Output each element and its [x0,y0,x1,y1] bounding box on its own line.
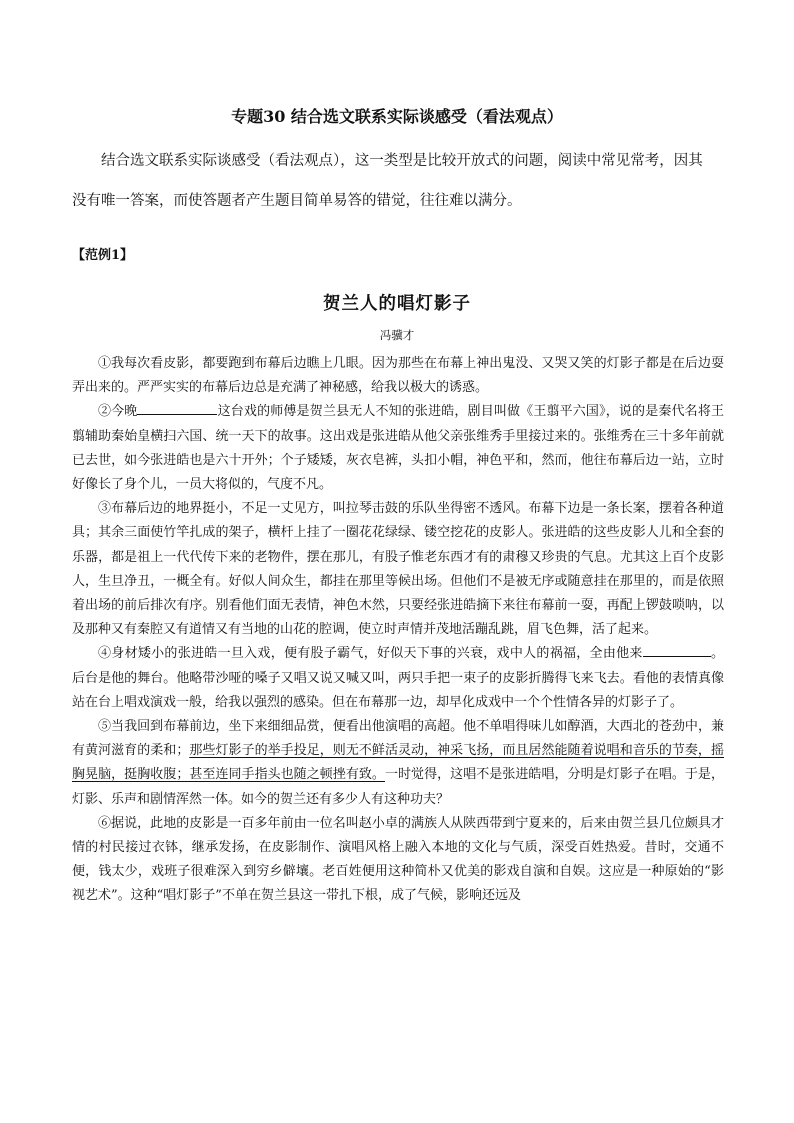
intro-text-1: 结合选文联系实际谈感受（看法观点），这一类型是比较开放式的问题，阅读中常见常考，因其 [101,153,703,169]
paragraph-4-rest: 。后台是他的舞台。他略带沙哑的嗓子又唱又说又喊又叫，两只手把一束子的皮影折腾得飞来飞去。看他的表情真像站在台上唱戏演戏一般，给我以强烈的感染。但在布幕那一边，却早化成戏中一个个性情各异的灯影子了。 [72,646,724,710]
paragraph-3: ③布幕后边的地界挺小，不足一丈见方，叫拉琴击鼓的乐队坐得密不透风。布幕下边是一条长案，摆着各种道具；其余三面使竹竿扎成的架子，横杆上挂了一圈花花绿绿、镂空挖花的皮影人。张进皓的这些皮影人儿和全套的乐器，都是祖上一代代传下来的老物件，摆在那儿，有股子惟老东西才有的肃穆又珍贵的气息。尤其这上百个皮影人，生旦净丑，一概全有。好似人间众生，都挂在那里等候出场。但他们不是被无序或随意挂在那里的，而是依照着出场的前后排次有序。别看他们面无表情，神色木然，只要经张进皓摘下来往布幕前一耍，再配上锣鼓唢呐，以及那种又有秦腔又有道情又有当地的山花的腔调，使立时声情并茂地活蹦乱跳，眉飞色舞，活了起来。 [72,501,724,638]
document-title: 专题30 结合选文联系实际谈感受（看法观点） [231,107,563,126]
underlined-sentence: 那些灯影子的举手投足，则无不鲜活灵动，神采飞扬，而且居然能随着说唱和音乐的节奏，摇胸晃脑，挺胸收腹；甚至连同手指头也随之顿挫有致。 [72,743,724,783]
paragraph-2-start: ②今晚 [98,404,138,420]
article-body [72,352,724,909]
paragraph-1: ①我每次看皮影，都要跑到布幕后边瞧上几眼。因为那些在布幕上神出鬼没、又哭又笑的灯影子都是在后边耍弄出来的。严严实实的布幕后边总是充满了神秘感，给我以极大的诱惑。 [72,356,724,396]
intro-line-2: 没有唯一答案，而使答题者产生题目简单易答的错觉，往往难以满分。 [72,193,522,209]
paragraph-5-start: ⑤当我回到布幕前边，坐下来细细品赏，便看出他演唱的高超。他不单唱得味儿如醇酒，大西北的苍劲中，兼有黄河滋育的柔和； [72,719,724,759]
fill-in-blank-2 [643,642,711,657]
fill-in-blank-1 [137,400,217,415]
paragraph-4 [72,642,724,715]
paragraph-4-start: ④身材矮小的张进皓一旦入戏，便有股子霸气，好似天下事的兴衰，戏中人的祸福，全由他来 [98,646,643,662]
example-label: 【范例1】 [72,248,134,263]
article-author: 冯骥才 [379,328,415,342]
paragraph-5-rest: 一时觉得，这唱不是张进皓唱，分明是灯影子在唱。于是，灯影、乐声和剧情浑然一体。如今的贺兰还有多少人有这种功夫？ [72,767,724,807]
paragraph-2 [72,400,724,497]
article-title: 贺兰人的唱灯影子 [323,294,471,314]
paragraph-2-rest: 这台戏的师傅是贺兰县无人不知的张进皓，剧目叫做《王翦平六国》，说的是秦代名将王翦辅助秦始皇横扫六国、统一天下的故事。这出戏是张进皓从他父亲张维秀手里接过来的。张维秀在三十多年前就已去世，如今张进皓也是六十开外；个子矮矮，灰衣皂裤，头扣小帽，神色平和，然而，他往布幕后边一站，立时好像长了身个儿，一员大将似的，气度不凡。 [72,404,724,493]
paragraph-5 [72,715,724,812]
intro-line-1 [72,142,724,180]
paragraph-6: ⑥据说，此地的皮影是一百多年前由一位名叫赵小卓的满族人从陕西带到宁夏来的，后来由贺兰县几位颇具才情的村民接过衣钵，继承发扬，在皮影制作、演唱风格上融入本地的文化与气质，深受百姓热爱。昔时，交通不便，钱太少，戏班子很难深入到穷乡僻壤。老百姓便用这种简朴又优美的影戏自演和自娱。这应是一种原始的“影视艺术”。这种“唱灯影子”不单在贺兰县这一带扎下根，成了气候，影响还远及 [72,815,724,904]
